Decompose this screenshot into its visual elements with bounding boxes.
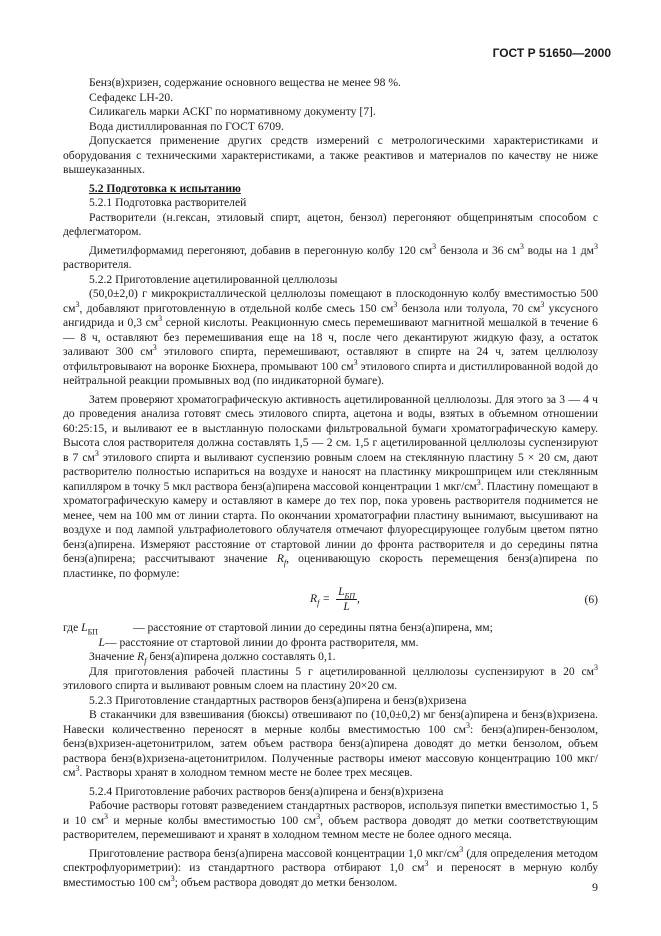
subsection-heading: 5.2.1 Подготовка растворителей xyxy=(89,196,247,209)
document-body xyxy=(63,76,598,890)
subsection-heading: 5.2.3 Приготовление стандартных растворов бенз(а)пирена и бенз(в)хризена xyxy=(89,693,467,707)
section-heading: 5.2 Подготовка к испытанию xyxy=(89,181,241,195)
document-header: ГОСТ Р 51650—2000 xyxy=(492,46,611,60)
paragraph: Рабочие растворы готовят разведением стандартных растворов, используя пипетки вместимостью 1, 5 и 10 $см^3$ и мерные колбы вместимостью 100 $см^3$, объем раствора доводят до метки соответствующим растворителем, перемешивают и хранят в холодном темном месте не более одного месяца. xyxy=(63,799,598,841)
paragraph: Силикагель марки АСКГ по нормативному документу [7]. xyxy=(89,105,376,118)
paragraph: Бенз(в)хризен, содержание основного вещества не менее 98 %. xyxy=(89,76,401,89)
paragraph: Диметилформамид перегоняют, добавив в перегонную колбу 120 $см^3$ бензола и 36 $см^3$ воды на 1 $дм^3$ растворителя. xyxy=(63,241,598,271)
paragraph: Вода дистиллированная по ГОСТ 6709. xyxy=(89,119,284,133)
paragraph: Растворители (н.гексан, этиловый спирт, ацетон, бензол) перегоняют общепринятым способом с дефлегматором. xyxy=(63,210,598,238)
paragraph: Допускается применение других средств измерений с метрологическими характеристиками и оборудования с техническими характеристиками, а также реактивов и материалов по качеству не ниже вышеуказанных. xyxy=(63,134,598,176)
paragraph: Затем проверяют хроматографическую активность ацетилированной целлюлозы. Для этого за 3 — 4 ч до проведения анализа готовят смесь этилового спирта, ацетона и воды, взятых в объемном отношении 60:25:15, и выливают ее в выстланную полосками фильтровальной бумаги хроматографическую камеру. Высота слоя растворителя должна составлять 1,5 — 2 см. 1,5 г ацетилированной целлюлозы суспензируют в 7 $см^3$ этилового спирта и выливают суспензию ровным слоем на стеклянную пластину 5 × 20 см, дают растворителю полностью испариться на воздухе и наносят на пластинку микрошприцем или стеклянным капилляром в точку 5 мкл раствора бенз(а)пирена массовой концентрации 1 мкг/$см^3$. Пластину помещают в хроматографическую камеру и оставляют в камере до тех пор, пока уровень растворителя поднимется не менее, чем на 100 мм от линии старта. По окончании хроматографии пластину вынимают, высушивают на воздухе и под лампой ультрафиолетового облучателя отмечают флуоресцирующее голубым цветом пятно бенз(а)пирена. Измеряют расстояние от стартовой линии до фронта растворителя и до середины пятна бенз(а)пирена; рассчитывают значение $R_f$, оценивающую скорость перемещения бенз(а)пирена по пластинке, по формуле: xyxy=(63,392,598,580)
formula-rf: $R_f$ = $\frac{L_{БП}}{L}$ , (6) xyxy=(310,585,598,613)
paragraph: (50,0±2,0) г микрокристаллической целлюлозы помещают в плоскодонную колбу вместимостью 500 $см^3$, добавляют приготовленную в отдельной колбе смесь 150 $см^3$ бензола или толуола, 70 $см^3$ уксусного ангидрида и 0,3 $см^3$ серной кислоты. Реакционную смесь перемешивают магнитной мешалкой в течение 6 — 8 ч, оставляют без перемешивания еще на 18 ч, после чего декантируют жидкую фазу, а остаток заливают 300 $см^3$ этилового спирта, перемешивают, оставляют в спирте на 24 ч, затем целлюлозу отфильтровывают на воронке Бюхнера, промывают 100 $см^3$ этилового спирта и дистиллированной водой до нейтральной реакции промывных вод (по индикаторной бумаге). xyxy=(63,287,598,387)
variable-definitions: где $L_{БП}$ — расстояние от стартовой линии до середины пятна бенз(а)пирена, мм; L — расстояние от стартовой линии до фронта растворителя, мм. xyxy=(63,621,493,649)
paragraph: Сефадекс LH-20. xyxy=(89,90,174,104)
paragraph: Для приготовления рабочей пластины 5 г ацетилированной целлюлозы суспензируют в 20 $см^3$ этилового спирта и выливают ровным слоем на пластину 20×20 см. xyxy=(63,662,598,692)
subsection-heading: 5.2.4 Приготовление рабочих растворов бенз(а)пирена и бенз(в)хризена xyxy=(89,784,444,798)
subsection-heading: 5.2.2 Приготовление ацетилированной целлюлозы xyxy=(89,272,338,286)
paragraph: Приготовление раствора бенз(а)пирена массовой концентрации 1,0 мкг/$см^3$ (для определения методом спектрофлуориметрии): из стандартного раствора отбирают 1,0 $см^3$ и переносят в мерную колбу вместимостью 100 $см^3$; объем раствора доводят до метки бензолом. xyxy=(63,844,598,889)
paragraph: Значение $R_f$ бенз(а)пирена должно составлять 0,1. xyxy=(89,650,336,666)
page-number: 9 xyxy=(592,880,598,894)
equation-number: (6) xyxy=(584,593,598,606)
paragraph: В стаканчики для взвешивания (бюксы) отвешивают по (10,0±0,2) мг бенз(а)пирена и бенз(в)хризена. Навески количественно переносят в мерные колбы вместимостью 100 $см^3$: бенз(а)пирен-бензолом, бенз(в)хризен-ацетонитрилом, затем объем раствора бенз(а)пирена доводят до метки бензолом, объем раствора бенз(в)хризена-ацетонитрилом. Полученные растворы имеют массовую концентрацию 100 мкг/$см^3$. Растворы хранят в холодном темном месте не более трех месяцев. xyxy=(63,708,598,779)
